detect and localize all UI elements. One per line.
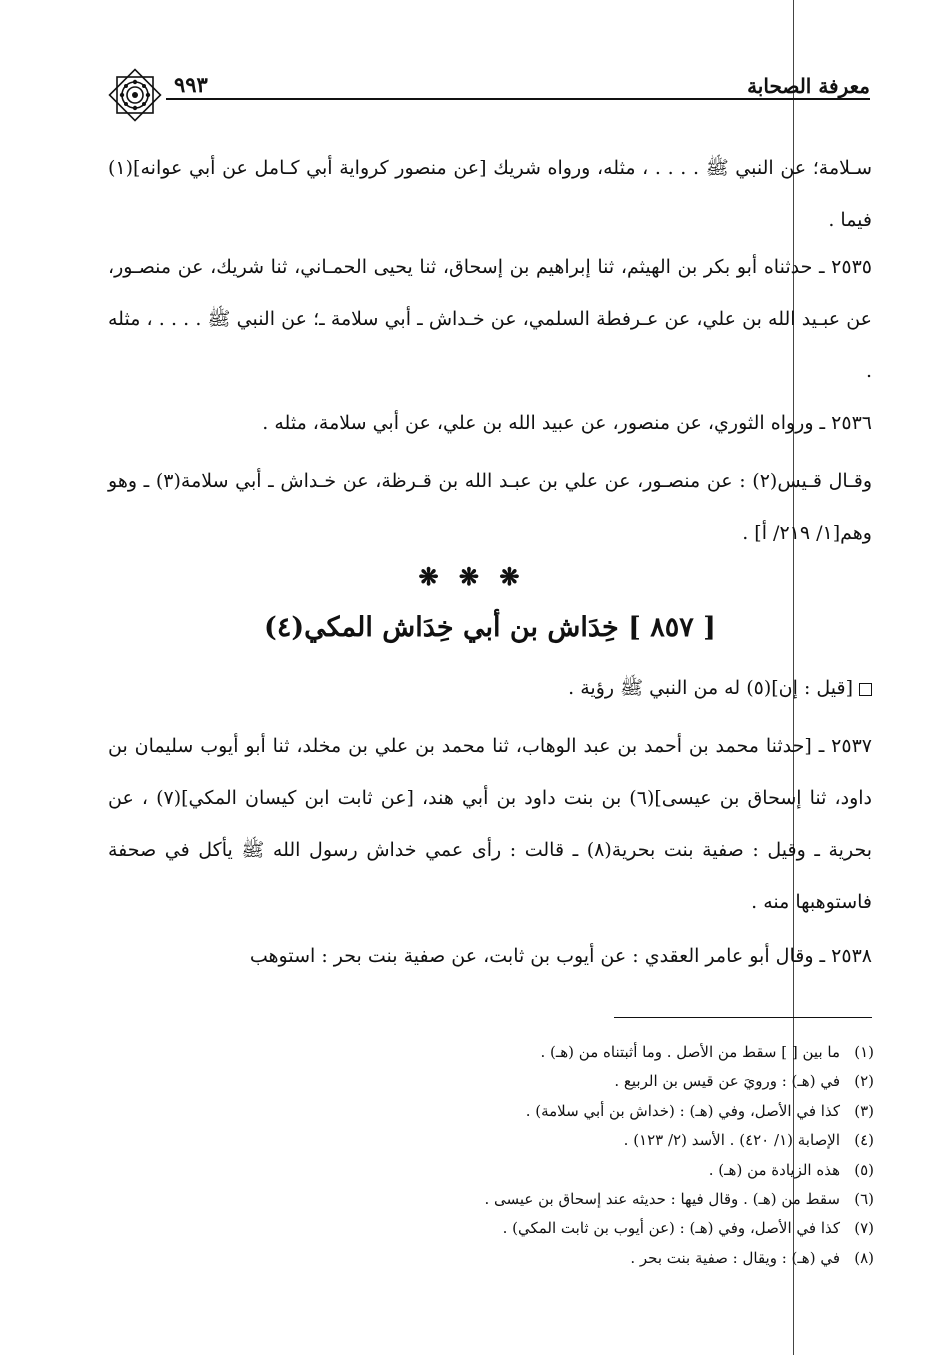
footnote-item	[108, 1156, 874, 1185]
footnote-number: (٢)	[854, 1072, 874, 1091]
hollow-square-icon	[859, 683, 872, 696]
footnote-number: (٣)	[854, 1101, 874, 1120]
footnote-item	[108, 1038, 874, 1067]
footnote-item	[108, 1185, 874, 1214]
section-divider-stars: ❋ ❋ ❋	[418, 562, 526, 591]
paragraph-hadith-2535: ٢٥٣٥ ـ حدثناه أبو بكر بن الهيثم، ثنا إبراهيم بن إسحاق، ثنا يحيى الحمـاني، ثنا شريك، عن منصـور، عن عبـيد الله بن علي، عن عـرفطة السلمي، عن خـداش ـ أبي سلامة ـ؛ عن النبي ﷺ . . . . ، مثله .	[108, 256, 872, 382]
paragraph-continuation: سـلامة؛ عن النبي ﷺ . . . . ، مثله، ورواه شريك [عن منصور كرواية أبي كـامل عن أبي عوانه](١) فيما .	[108, 157, 872, 231]
header-rule	[166, 98, 870, 100]
footnote-text: في (هـ) : ويقال : صفية بنت بحر .	[630, 1248, 840, 1267]
rosette-ornament-icon	[104, 64, 166, 126]
footnote-item	[108, 1097, 874, 1126]
footnote-number: (٧)	[854, 1219, 874, 1238]
footnote-item	[108, 1126, 874, 1155]
footnote-number: (٨)	[854, 1248, 874, 1267]
footnote-text: ما بين [ ] سقط من الأصل . وما أثبتناه من (هـ) .	[540, 1043, 840, 1061]
footnotes	[108, 1038, 874, 1273]
footnote-text: الإصابة (١/ ٤٢٠) . الأسد (٢/ ١٢٣) .	[623, 1131, 840, 1150]
footnote-text: في (هـ) : ورويَ عن قيس بن الربيع .	[614, 1072, 840, 1091]
section-intro	[108, 676, 872, 704]
paragraph-hadith-2536: ٢٥٣٦ ـ ورواه الثوري، عن منصور، عن عبيد الله بن علي، عن أبي سلامة، مثله .	[262, 412, 872, 434]
footnote-item	[108, 1214, 874, 1243]
footnote-text: سقط من (هـ) . وقال فيها : حديثه عند إسحاق بن عيسى .	[484, 1190, 840, 1209]
footnote-text: هذه الزيادة من (هـ) .	[708, 1160, 840, 1179]
footnote-text: كذا في الأصل، وفي (هـ) : (خداش بن أبي سلامة) .	[525, 1101, 840, 1120]
paragraph-hadith-2537: ٢٥٣٧ ـ [حدثنا محمد بن أحمد بن عبد الوهاب، ثنا محمد بن علي بن مخلد، ثنا أبو أيوب سليمان بن داود، ثنا إسحاق بن عيسى](٦) بن بنت داود بن أبي هند، [عن ثابت ابن كيسان المكي](٧) ، عن بحرية ـ وقيل : صفية بنت بحرية(٨) ـ قالت : رأى عمي خداش رسول الله ﷺ يأكل في صحفة فاستوهبها منه .	[108, 735, 873, 913]
section-intro-text: [قيل : إن](٥) له من النبي ﷺ رؤية .	[568, 677, 853, 699]
footnote-text: كذا في الأصل، وفي (هـ) : (عن أيوب بن ثابت المكي) .	[502, 1219, 840, 1238]
page-number: ٩٩٣	[174, 72, 208, 97]
footnote-number: (٥)	[854, 1160, 874, 1179]
footnote-number: (٦)	[854, 1190, 874, 1209]
section-heading: [ ٨٥٧ ] خِدَاش بن أبي خِدَاش المكي(٤)	[264, 612, 716, 643]
page-header	[104, 64, 870, 126]
paragraph-hadith-2538: ٢٥٣٨ ـ وقال أبو عامر العقدي : عن أيوب بن ثابت، عن صفية بنت بحر : استوهب	[249, 945, 872, 967]
footnote-number: (٤)	[854, 1131, 874, 1150]
footnote-separator	[614, 1017, 872, 1018]
running-title: معرفة الصحابة	[747, 74, 870, 98]
paragraph-qays-narration: وقـال قـيس(٢) : عن منصـور، عن علي بن عبـد الله بن قـرظة، عن خـداش ـ أبي سلامة(٣) ـ وهو وهم[١/ ٢١٩/ أ] .	[108, 470, 872, 544]
footnote-number: (١)	[854, 1043, 874, 1061]
footnote-item	[108, 1067, 874, 1096]
footnote-item	[108, 1244, 874, 1273]
